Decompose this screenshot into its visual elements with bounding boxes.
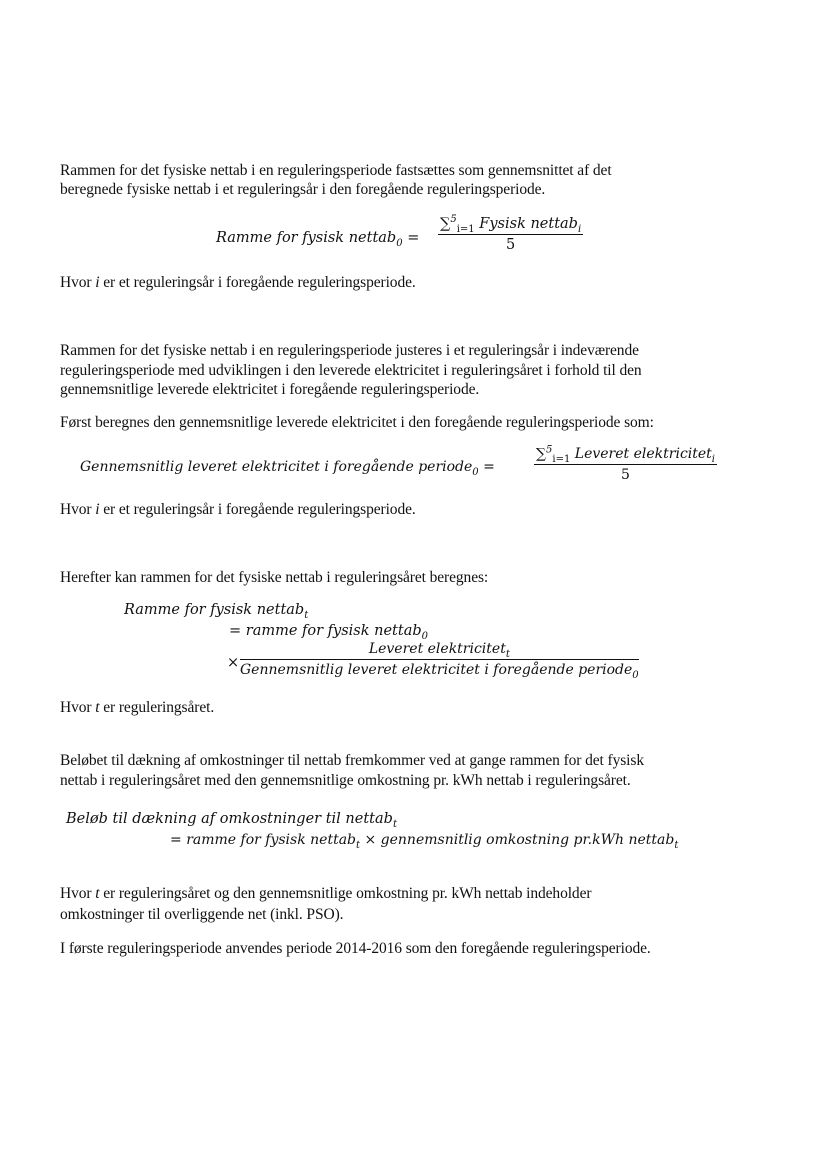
formula-4-line-1: Beløb til dækning af omkostninger til nettab$_t$: [66, 811, 397, 830]
formula-2-lhs: Gennemsnitlig leveret elektricitet i foregående periode$_0$ =: [80, 459, 495, 478]
paragraph-8-line-1: Beløbet til dækning af omkostninger til nettab fremkommer ved at gange rammen for det fysisk: [60, 752, 644, 769]
paragraph-3-line-1: Rammen for det fysiske nettab i en reguleringsperiode justeres i et reguleringsår i indeværende: [60, 342, 639, 359]
formula-2-fraction: ∑$^5_{i=1}$ Leveret elektricitet$_i$ 5: [536, 444, 715, 483]
formula-1-lhs: Ramme for fysisk nettab$_0$ =: [216, 230, 420, 249]
paragraph-6: Herefter kan rammen for det fysiske nettab i reguleringsåret beregnes:: [60, 569, 489, 586]
paragraph-1-line-2: beregnede fysiske nettab i et reguleringsår i den foregående reguleringsperiode.: [60, 181, 546, 198]
formula-3-fraction: Leveret elektricitet$_t$ Gennemsnitlig leveret elektricitet i foregående periode$_0$: [240, 641, 639, 681]
paragraph-7: Hvor t er reguleringsåret.: [60, 699, 215, 716]
paragraph-4: Først beregnes den gennemsnitlige leverede elektricitet i den foregående reguleringsperiode som:: [60, 414, 654, 431]
paragraph-3-line-3: gennemsnitlige leverede elektricitet i foregående reguleringsperiode.: [60, 381, 480, 398]
paragraph-5: Hvor i er et reguleringsår i foregående reguleringsperiode.: [60, 501, 416, 518]
paragraph-10: I første reguleringsperiode anvendes periode 2014-2016 som den foregående reguleringsperiode.: [60, 940, 651, 957]
paragraph-8-line-2: nettab i reguleringsåret med den gennemsnitlige omkostning pr. kWh nettab i reguleringsåret.: [60, 772, 631, 789]
paragraph-1-line-1: Rammen for det fysiske nettab i en reguleringsperiode fastsættes som gennemsnittet af det: [60, 162, 612, 179]
paragraph-9-line-1: Hvor t er reguleringsåret og den gennemsnitlige omkostning pr. kWh nettab indeholder: [60, 885, 592, 902]
paragraph-9-line-2: omkostninger til overliggende net (inkl. PSO).: [60, 906, 344, 923]
formula-3-line-2: = ramme for fysisk nettab$_0$: [229, 623, 429, 642]
formula-3-times: ×: [227, 655, 240, 671]
formula-1-fraction: ∑$^5_{i=1}$ Fysisk nettab$_i$ 5: [440, 214, 582, 253]
formula-3-line-1: Ramme for fysisk nettab$_t$: [124, 602, 309, 621]
paragraph-2: Hvor i er et reguleringsår i foregående reguleringsperiode.: [60, 274, 416, 291]
paragraph-3-line-2: reguleringsperiode med udviklingen i den leverede elektricitet i reguleringsåret i forhold til den: [60, 362, 642, 379]
formula-4-line-2: = ramme for fysisk nettab$_t$ × gennemsnitlig omkostning pr.kWh nettab$_t$: [170, 832, 679, 851]
